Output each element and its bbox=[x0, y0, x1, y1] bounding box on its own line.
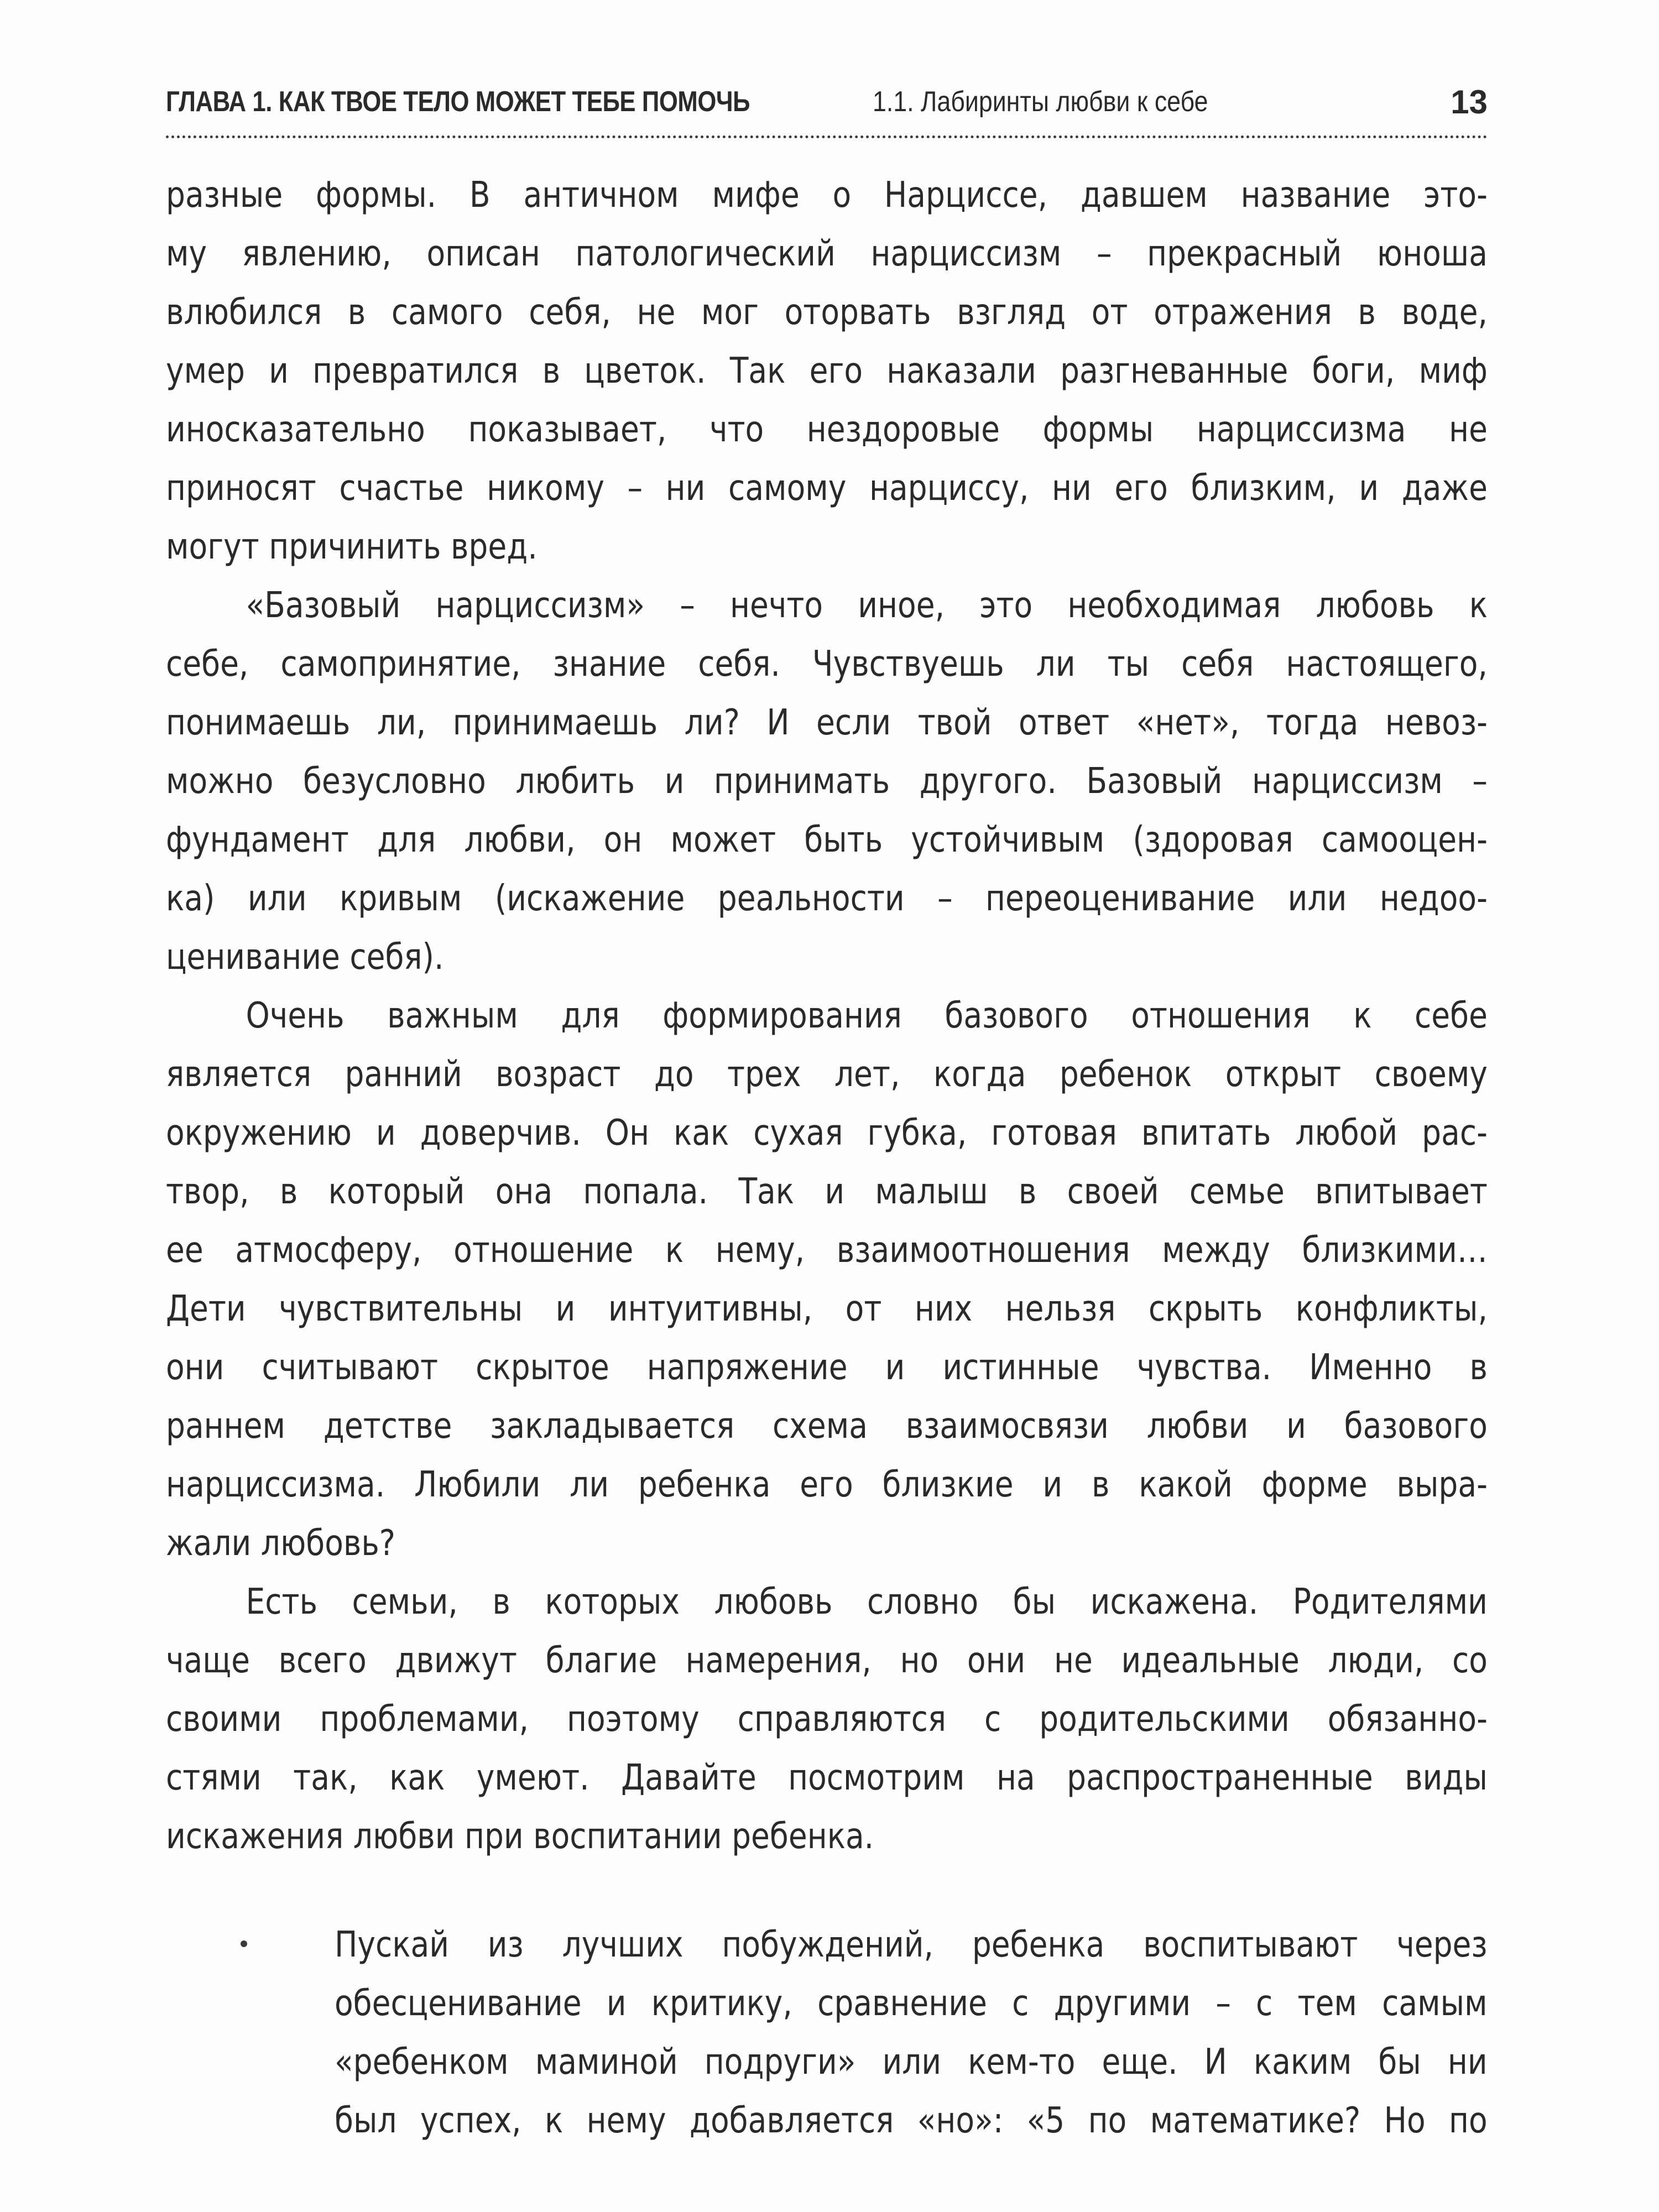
text-line: «ребенком маминой подруги» или кем-то еще. И каким бы ни bbox=[335, 2042, 1488, 2083]
paragraph bbox=[166, 1573, 1488, 1866]
text-line: искажения любви при воспитании ребенка. bbox=[166, 1816, 874, 1857]
bullet-icon bbox=[241, 1940, 247, 1947]
text-line: приносят счастье никому – ни самому нарциссу, ни его близким, и даже bbox=[166, 468, 1488, 509]
text-line: является ранний возраст до трех лет, когда ребенок открыт своему bbox=[166, 1054, 1488, 1095]
text-line: ценивание себя). bbox=[166, 937, 444, 978]
text-line: нарциссизма. Любили ли ребенка его близкие и в какой форме выра- bbox=[166, 1464, 1488, 1505]
text-line: жали любовь? bbox=[166, 1523, 395, 1564]
text-line: могут причинить вред. bbox=[166, 526, 538, 567]
page-number: 13 bbox=[1451, 84, 1488, 121]
text-line: они считывают скрытое напряжение и истинные чувства. Именно в bbox=[166, 1347, 1488, 1388]
text-line: Очень важным для формирования базового отношения к себе bbox=[246, 995, 1488, 1036]
body-text bbox=[166, 166, 1488, 2150]
text-line: окружению и доверчив. Он как сухая губка, готовая впитать любой рас- bbox=[166, 1113, 1488, 1154]
paragraph bbox=[166, 576, 1488, 987]
bullet-item bbox=[166, 1916, 1488, 2150]
text-line: иносказательно показывает, что нездоровые формы нарциссизма не bbox=[166, 409, 1488, 450]
text-line: ее атмосферу, отношение к нему, взаимоотношения между близкими… bbox=[166, 1230, 1488, 1271]
text-line: был успех, к нему добавляется «но»: «5 по математике? Но по bbox=[335, 2100, 1488, 2141]
text-line: себе, самопринятие, знание себя. Чувствуешь ли ты себя настоящего, bbox=[166, 644, 1488, 685]
text-line: влюбился в самого себя, не мог оторвать взгляд от отражения в воде, bbox=[166, 292, 1488, 333]
text-line: раннем детстве закладывается схема взаимосвязи любви и базового bbox=[166, 1406, 1488, 1447]
header-dotted-rule bbox=[166, 135, 1488, 138]
text-line: чаще всего движут благие намерения, но они не идеальные люди, со bbox=[166, 1640, 1488, 1681]
running-header bbox=[166, 83, 1488, 135]
text-line: Есть семьи, в которых любовь словно бы искажена. Родителями bbox=[246, 1582, 1488, 1623]
chapter-title: ГЛАВА 1. КАК ТВОЕ ТЕЛО МОЖЕТ ТЕБЕ ПОМОЧЬ bbox=[166, 86, 750, 118]
text-line: твор, в который она попала. Так и малыш в своей семье впитывает bbox=[166, 1171, 1488, 1212]
text-line: фундамент для любви, он может быть устойчивым (здоровая самооцен- bbox=[166, 820, 1488, 860]
paragraph bbox=[166, 987, 1488, 1573]
text-line: Дети чувствительны и интуитивны, от них нельзя скрыть конфликты, bbox=[166, 1288, 1488, 1329]
text-line: стями так, как умеют. Давайте посмотрим на распространенные виды bbox=[166, 1757, 1488, 1798]
text-line: «Базовый нарциссизм» – нечто иное, это необходимая любовь к bbox=[246, 585, 1488, 626]
text-line: понимаешь ли, принимаешь ли? И если твой ответ «нет», тогда невоз- bbox=[166, 702, 1488, 743]
text-line: разные формы. В античном мифе о Нарциссе, давшем название это- bbox=[166, 175, 1488, 216]
text-line: Пускай из лучших побуждений, ребенка воспитывают через bbox=[335, 1924, 1488, 1965]
section-title: 1.1. Лабиринты любви к себе bbox=[873, 86, 1208, 118]
text-line: умер и превратился в цветок. Так его наказали разгневанные боги, миф bbox=[166, 351, 1488, 392]
paragraph-gap bbox=[166, 1866, 1488, 1916]
text-line: можно безусловно любить и принимать другого. Базовый нарциссизм – bbox=[166, 761, 1488, 802]
text-line: своими проблемами, поэтому справляются с родительскими обязанно- bbox=[166, 1699, 1488, 1740]
text-line: ка) или кривым (искажение реальности – переоценивание или недоо- bbox=[166, 878, 1488, 919]
text-line: обесценивание и критику, сравнение с другими – с тем самым bbox=[335, 1983, 1488, 2024]
text-line: му явлению, описан патологический нарциссизм – прекрасный юноша bbox=[166, 233, 1488, 274]
paragraph bbox=[166, 166, 1488, 576]
